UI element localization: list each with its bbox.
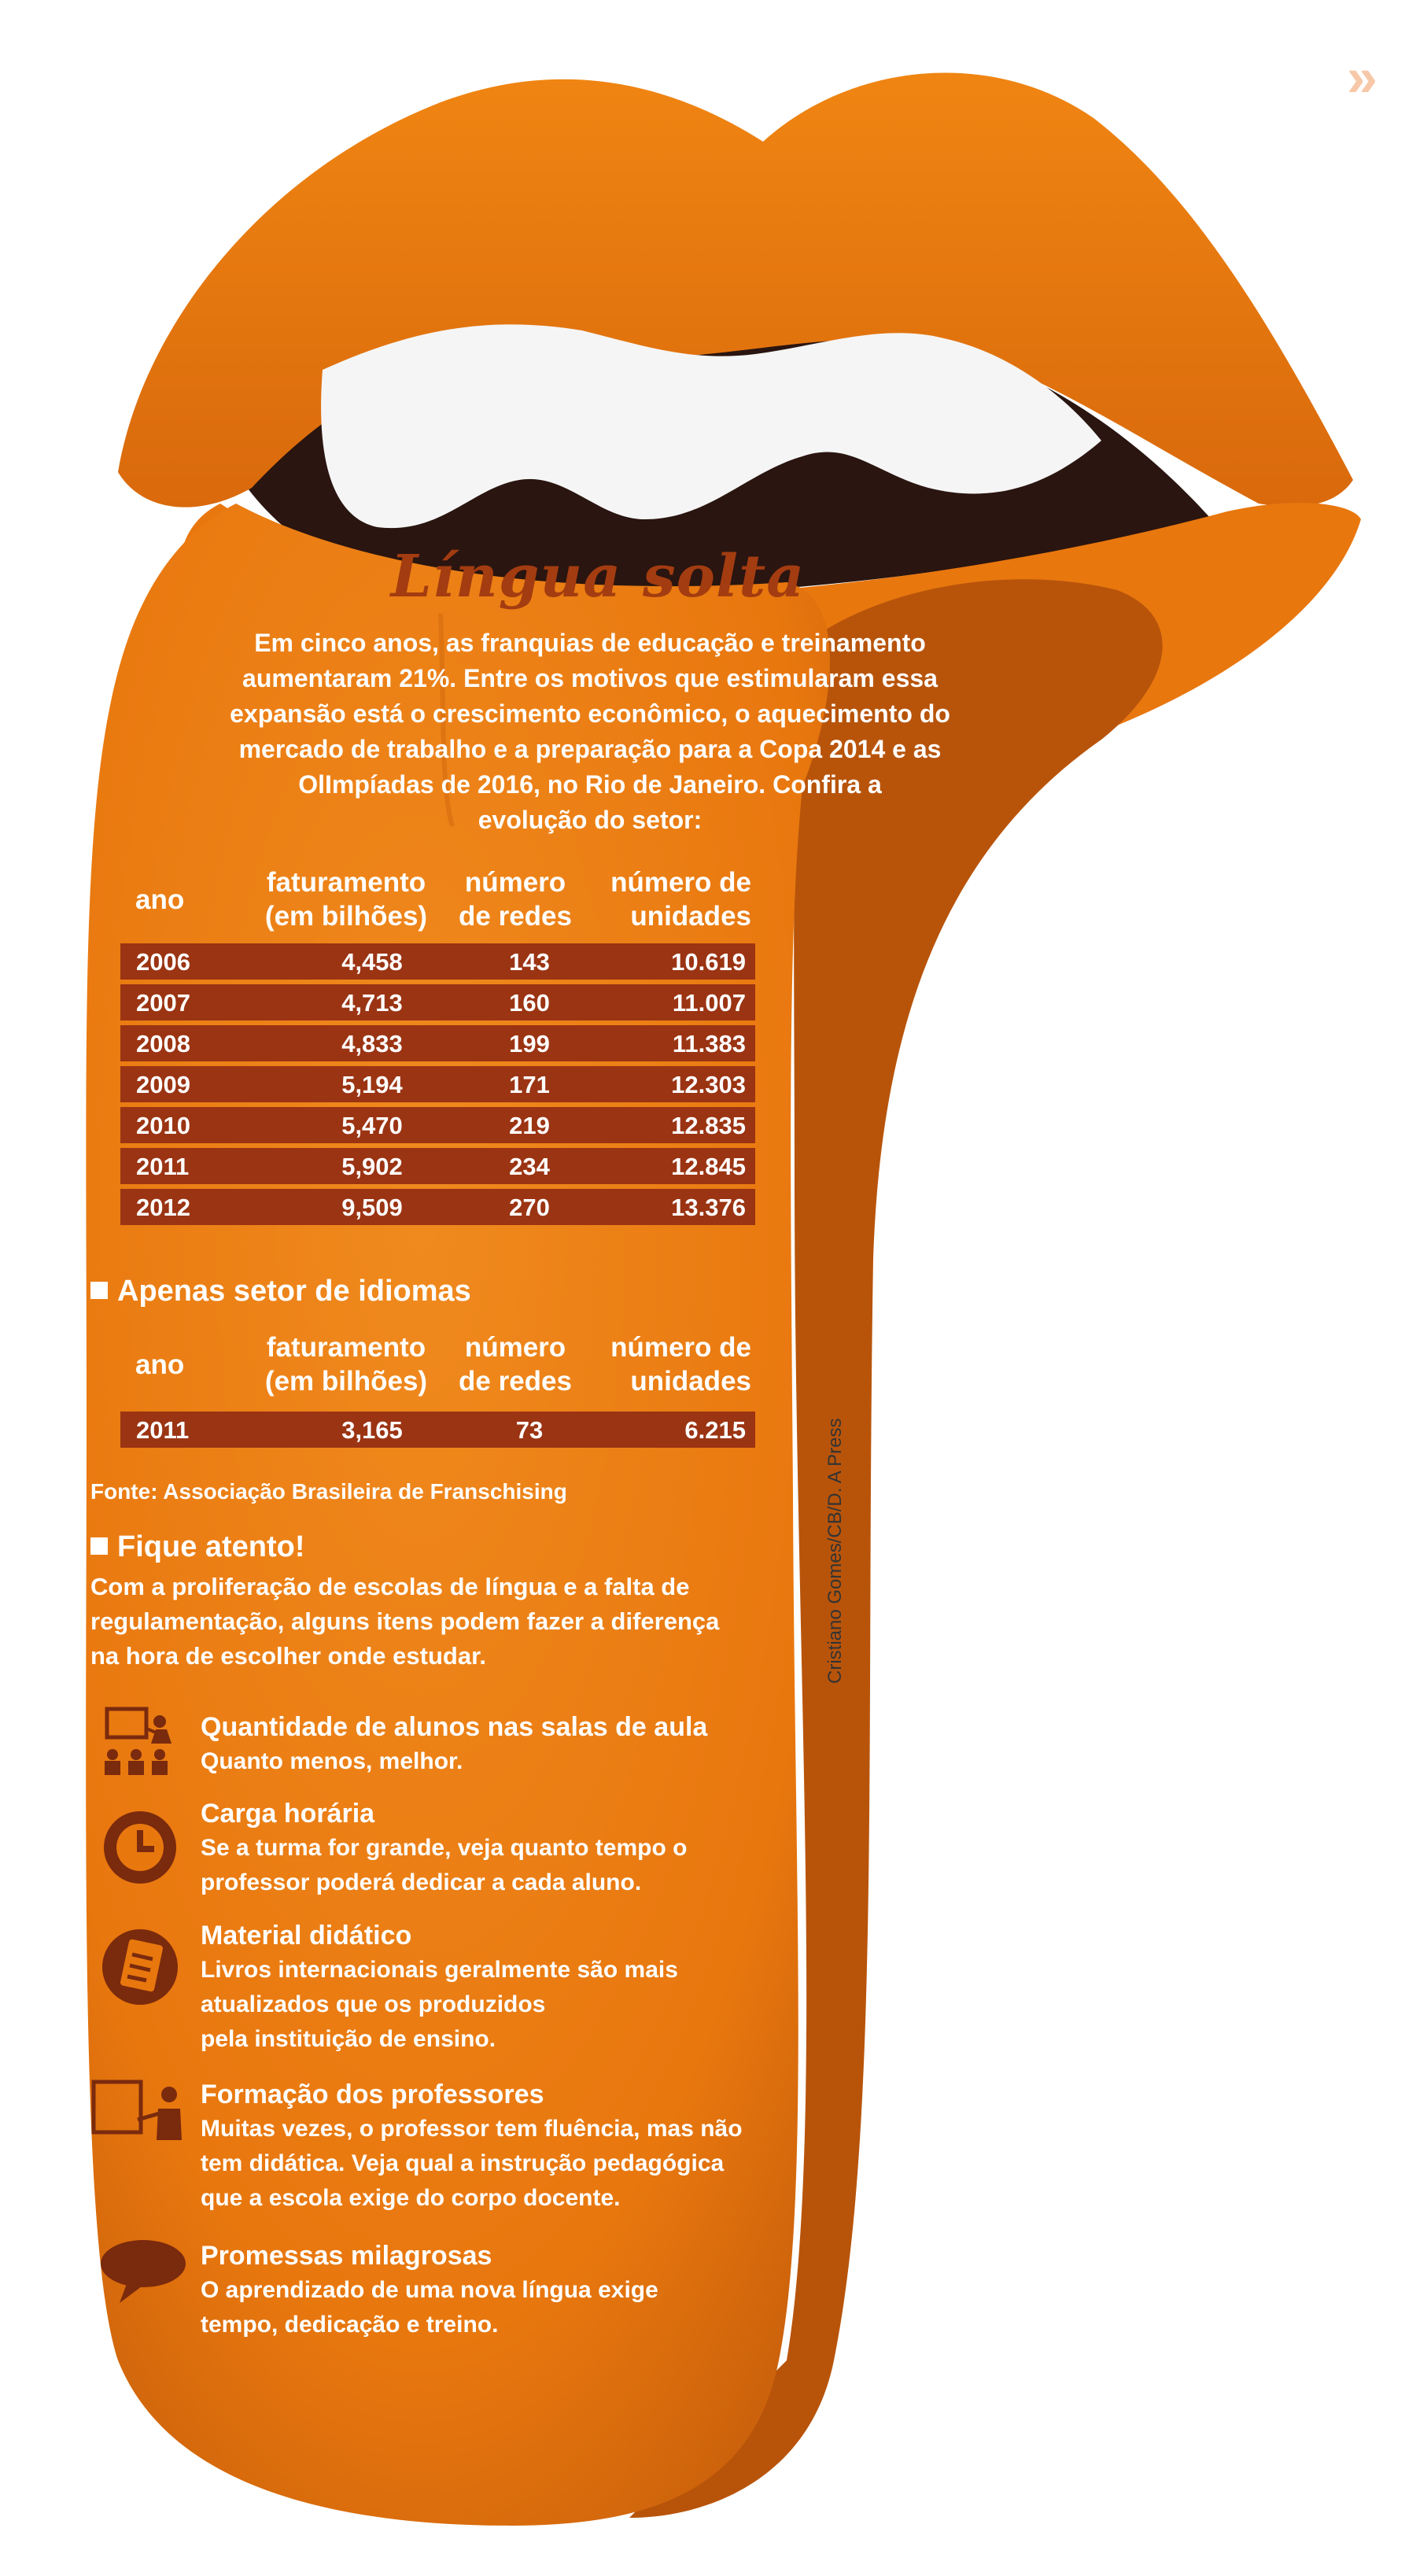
intro-line: evolução do setor: [478,806,702,834]
paragraph-line: regulamentação, alguns itens podem fazer a diferença [90,1607,720,1635]
table-row [120,1025,755,1061]
cell-ano: 2011 [136,1416,190,1444]
intro-paragraph [197,626,983,838]
heading-text: Apenas setor de idiomas [117,1275,471,1308]
tip-title: Formação dos professores [201,2080,544,2109]
tip-line: pela instituição de ensino. [201,2026,496,2052]
header-unidades [582,1330,751,1398]
intro-line: expansão está o crescimento econômico, o aquecimento do [230,699,950,728]
tip-item [201,1796,687,1900]
tip-line: Quanto menos, melhor. [201,1748,463,1774]
cell-redes: 219 [509,1112,550,1139]
cell-ano: 2012 [136,1194,190,1221]
tip-line: Se a turma for grande, veja quanto tempo o [201,1835,688,1861]
header-text: faturamento [266,1332,426,1363]
cell-faturamento: 5,902 [341,1153,403,1180]
table-row [120,1066,755,1102]
cell-redes: 270 [509,1194,550,1221]
page-title: Língua solta [390,543,806,611]
paragraph-line: Com a proliferação de escolas de língua e a falta de [90,1573,690,1600]
table-row [120,1189,755,1225]
table-row [120,1148,755,1184]
tip-line: Muitas vezes, o professor tem fluência, mas não [201,2116,743,2142]
table-row [120,1107,755,1143]
table-row [120,1412,755,1448]
cell-faturamento: 3,165 [341,1416,403,1444]
header-faturamento [260,865,433,933]
header-text: de redes [459,1366,572,1397]
header-text: número de [610,1332,751,1363]
classroom-icon [101,1706,179,1784]
cell-faturamento: 4,833 [341,1030,403,1057]
tip-title: Material didático [201,1921,412,1950]
cell-faturamento: 4,713 [341,989,403,1017]
header-text: de redes [459,901,572,932]
tip-title: Quantidade de alunos nas salas de aula [201,1712,708,1742]
header-unidades [582,865,751,933]
header-faturamento [260,1330,433,1398]
cell-redes: 234 [509,1153,550,1180]
cell-redes: 143 [509,948,550,976]
cell-ano: 2009 [136,1071,190,1098]
cell-unidades: 12.835 [671,1112,746,1139]
header-text: faturamento [266,867,426,898]
header-text: (em bilhões) [264,901,428,932]
tip-item [201,1710,707,1779]
table-row [120,984,755,1020]
header-text: unidades [630,901,751,932]
heading-text: Fique atento! [117,1530,305,1563]
cell-unidades: 12.845 [671,1153,746,1180]
clock-icon [101,1808,179,1887]
cell-ano: 2008 [136,1030,190,1057]
cell-ano: 2007 [136,989,190,1017]
cell-unidades: 6.215 [684,1416,746,1444]
cell-faturamento: 5,194 [341,1071,403,1098]
header-redes [452,865,578,933]
cell-unidades: 12.303 [671,1071,746,1098]
cell-ano: 2010 [136,1112,190,1139]
table-row [120,943,755,980]
cell-faturamento: 5,470 [341,1112,403,1139]
intro-line: Em cinco anos, as franquias de educação e treinamento [254,629,926,657]
tip-line: tem didática. Veja qual a instrução pedagógica [201,2150,725,2176]
tip-line: atualizados que os produzidos [201,1991,546,2017]
paragraph-line: na hora de escolher onde estudar. [90,1642,487,1670]
header-ano: ano [135,884,185,915]
tip-line: professor poderá dedicar a cada aluno. [201,1869,642,1895]
intro-line: OlImpíadas de 2016, no Rio de Janeiro. Confira a [298,770,882,799]
header-redes [452,1330,578,1398]
cell-ano: 2011 [136,1153,190,1180]
tip-item [201,2077,743,2216]
header-text: número de [610,867,751,898]
square-bullet-icon [90,1282,108,1299]
tip-line: tempo, dedicação e treino. [201,2312,499,2338]
cell-faturamento: 9,509 [341,1194,403,1221]
attention-heading [90,1530,305,1564]
cell-ano: 2006 [136,948,190,976]
cell-redes: 171 [509,1071,550,1098]
tip-item [201,1918,678,2057]
cell-unidades: 10.619 [671,948,746,976]
photo-credit: Cristiano Gomes/CB/D. A Press [824,1418,846,1684]
tip-line: que a escola exige do corpo docente. [201,2185,621,2211]
cell-redes: 160 [509,989,550,1017]
square-bullet-icon [90,1537,108,1555]
cell-unidades: 13.376 [671,1194,746,1221]
teacher-icon [90,2077,193,2148]
tip-line: O aprendizado de uma nova língua exige [201,2277,658,2303]
cell-redes: 199 [509,1030,550,1057]
cell-redes: 73 [515,1416,544,1444]
tip-title: Promessas milagrosas [201,2241,492,2271]
tip-line: Livros internacionais geralmente são mais [201,1957,678,1983]
chevron-icon: » [1347,46,1377,108]
intro-line: mercado de trabalho e a preparação para a Copa 2014 e as [238,735,942,763]
cell-faturamento: 4,458 [341,948,403,976]
tip-item [201,2238,658,2342]
speech-bubble-icon [96,2238,186,2305]
header-ano: ano [135,1349,185,1380]
source-note: Fonte: Associação Brasileira de Franschising [90,1479,567,1504]
header-text: (em bilhões) [264,1366,428,1397]
languages-heading [90,1275,471,1308]
document-icon [101,1928,179,2006]
cell-unidades: 11.383 [672,1030,746,1057]
cell-unidades: 11.007 [672,989,746,1017]
header-text: unidades [630,1366,751,1397]
tip-title: Carga horária [201,1799,375,1829]
header-text: número [464,867,566,898]
attention-paragraph [90,1570,719,1674]
header-text: número [464,1332,566,1363]
intro-line: aumentaram 21%. Entre os motivos que estimularam essa [242,664,938,692]
